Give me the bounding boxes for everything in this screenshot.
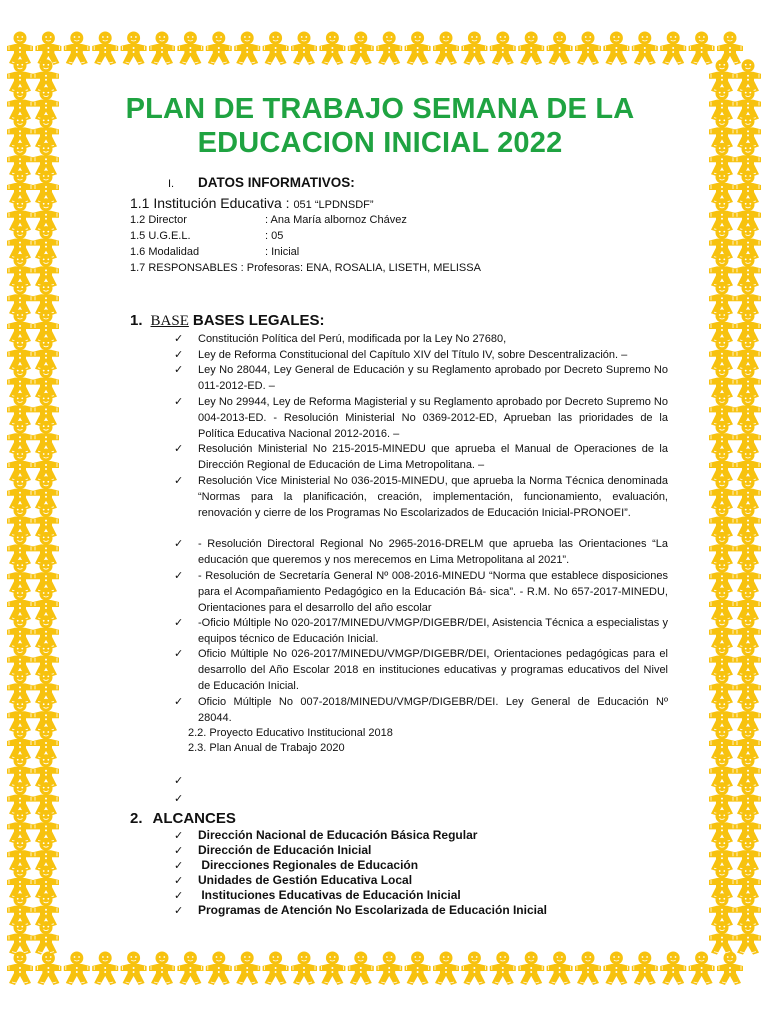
alcance-item-text: Dirección Nacional de Educación Básica Regular <box>198 828 478 842</box>
alcance-item-text: Programas de Atención No Escolarizada de Educación Inicial <box>198 903 547 917</box>
sub-item: 2.3. Plan Anual de Trabajo 2020 <box>188 742 345 754</box>
alcance-item <box>174 903 547 917</box>
alcance-item <box>174 858 418 872</box>
sub-item: 2.2. Proyecto Educativo Institucional 2018 <box>188 727 393 739</box>
section-i-heading: DATOS INFORMATIVOS: <box>198 175 355 190</box>
check-icon: ✓ <box>174 860 184 872</box>
legal-item-text: Ley No 29944, Ley de Reforma Magisterial y su Reglamento aprobado por Decreto Supremo No 004-2013-ED. - Resolución Ministerial No 0369-2012-ED, Aprueban las prioridades de la Política Educativa Nacional 2012-2016. – <box>198 396 668 440</box>
check-icon: ✓ <box>174 793 184 805</box>
alcance-item <box>174 828 477 842</box>
legal-item-text: - Resolución Directoral Regional No 2965-2016-DRELM que aprueba las Orientaciones “La educación que queremos y nos merecemos en Lima Metropolitana al 2021”. <box>198 538 668 566</box>
info-value: : 05 <box>265 230 284 242</box>
alcances-number: 2. <box>130 810 143 827</box>
check-icon: ✓ <box>174 830 184 842</box>
legal-item-text: - Resolución de Secretaría General Nº 008-2016-MINEDU “Norma que establece disposiciones para el Acompañamiento Pedagógico en la Educación Bá- sica”. - R.M. No 657-2017-MINEDU, Orientaciones para el desarrollo del año escolar <box>198 570 668 614</box>
legal-item-text: -Oficio Múltiple No 020-2017/MINEDU/VMGP/DIGEBR/DEI, Asistencia Técnica a especialistas y equipos técnico de Educación Inicial. <box>198 617 668 645</box>
info-label: 1.2 Director <box>130 214 187 226</box>
legal-item-text: Resolución Vice Ministerial No 036-2015-MINEDU, que aprueba la Norma Técnica denominada “Normas para la planificación, creación, implementación, funcionamiento, evaluación, renovación y cierre de los Programas No Escolarizados de Educación Inicial-PRONOEI”. <box>198 475 668 519</box>
legal-item-text: Oficio Múltiple No 026-2017/MINEDU/VMGP/DIGEBR/DEI, Orientaciones pedagógicas para el desarrollo del Año Escolar 2018 en instituciones educativas y programas educativos del Nivel de Educación Inicial. <box>198 648 668 692</box>
alcances-heading <box>130 810 236 827</box>
check-icon: ✓ <box>174 875 184 887</box>
legal-item-text: Ley No 28044, Ley General de Educación y su Reglamento aprobado por Decreto Supremo No 011-2012-ED. – <box>198 364 668 392</box>
legal-item-text: Oficio Múltiple No 007-2018/MINEDU/VMGP/DIGEBR/DEI. Ley General de Educación Nº 28044. <box>198 696 668 724</box>
check-icon: ✓ <box>174 890 184 902</box>
check-icon: ✓ <box>174 617 184 629</box>
alcance-item-text: Unidades de Gestión Educativa Local <box>198 873 413 887</box>
bases-heading <box>130 312 325 330</box>
info-label: 1.6 Modalidad <box>130 246 200 258</box>
alcance-item <box>174 888 461 902</box>
check-icon: ✓ <box>174 905 184 917</box>
check-icon: ✓ <box>174 775 184 787</box>
check-icon: ✓ <box>174 648 184 660</box>
legal-item-text: Ley de Reforma Constitucional del Capítulo XIV del Título IV, sobre Descentralización. – <box>198 349 628 361</box>
bases-title: BASES LEGALES: <box>192 312 325 329</box>
info-value: : Ana María albornoz Chávez <box>265 214 407 226</box>
section-i-numeral: I. <box>168 178 175 190</box>
info-value: : Inicial <box>265 246 300 258</box>
alcances-title: ALCANCES <box>152 810 236 827</box>
institucion-value: 051 “LPDNSDF” <box>293 199 374 211</box>
legal-item-text: Resolución Ministerial No 215-2015-MINEDU que aprueba el Manual de Operaciones de la Dirección Regional de Educación de Lima Metropolitana. – <box>198 443 668 471</box>
page-title <box>120 92 640 160</box>
bases-prefix: BASE <box>150 313 189 329</box>
check-icon: ✓ <box>174 475 184 487</box>
check-icon: ✓ <box>174 443 184 455</box>
alcance-item-text: Dirección de Educación Inicial <box>198 843 372 857</box>
check-icon: ✓ <box>174 696 184 708</box>
alcance-item-text: Direcciones Regionales de Educación <box>198 858 419 872</box>
check-icon: ✓ <box>174 333 184 345</box>
title-line-1: PLAN DE TRABAJO SEMANA DE LA <box>125 93 635 125</box>
alcance-item-text: Instituciones Educativas de Educación Inicial <box>198 888 461 902</box>
check-icon: ✓ <box>174 538 184 550</box>
info-row-responsables: 1.7 RESPONSABLES : Profesoras: ENA, ROSALIA, LISETH, MELISSA <box>130 262 481 274</box>
bases-number: 1. <box>130 312 143 329</box>
check-icon: ✓ <box>174 364 184 376</box>
alcance-item <box>174 843 371 857</box>
institucion-line <box>130 195 374 211</box>
check-icon: ✓ <box>174 396 184 408</box>
legal-item-text: Constitución Política del Perú, modificada por la Ley No 27680, <box>198 333 507 345</box>
institucion-label: 1.1 Institución Educativa : <box>130 195 290 211</box>
check-icon: ✓ <box>174 570 184 582</box>
check-icon: ✓ <box>174 349 184 361</box>
info-label: 1.5 U.G.E.L. <box>130 230 191 242</box>
alcance-item <box>174 873 412 887</box>
title-line-2: EDUCACION INICIAL 2022 <box>197 127 563 159</box>
check-icon: ✓ <box>174 845 184 857</box>
